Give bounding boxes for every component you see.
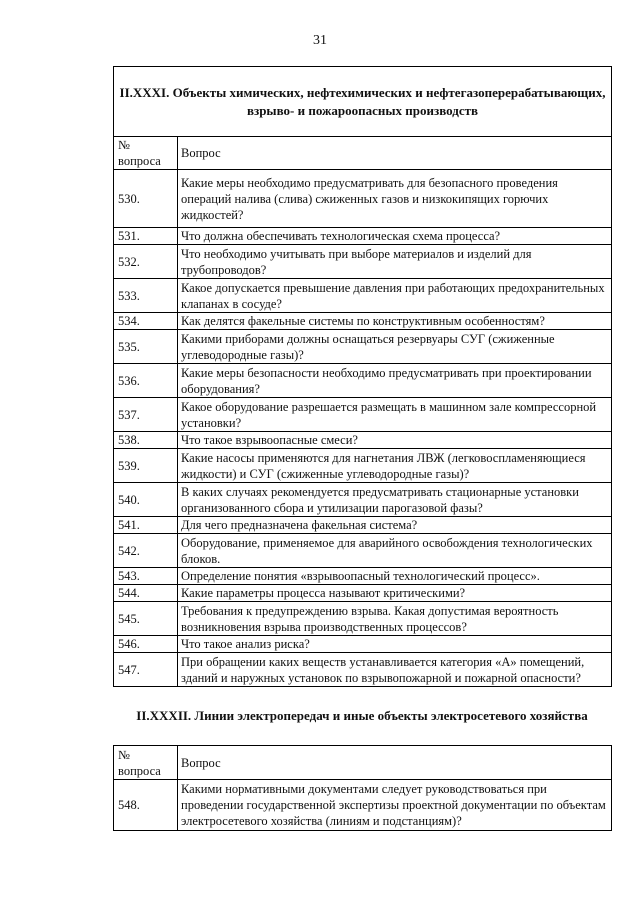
question-text: Оборудование, применяемое для аварийного освобождения технологических блоков. bbox=[178, 534, 612, 568]
question-text: Какое допускается превышение давления при работающих предохранительных клапанах в сосуде? bbox=[178, 279, 612, 313]
table-row bbox=[114, 245, 612, 279]
question-number: 541. bbox=[114, 517, 178, 534]
table-row bbox=[114, 364, 612, 398]
question-number: 543. bbox=[114, 568, 178, 585]
question-text: Что должна обеспечивать технологическая схема процесса? bbox=[178, 228, 612, 245]
table-row bbox=[114, 330, 612, 364]
table-row bbox=[114, 534, 612, 568]
question-text: Какие насосы применяются для нагнетания ЛВЖ (легковоспламеняющиеся жидкости) и СУГ (сжиженные углеводородные газы)? bbox=[178, 449, 612, 483]
question-number: 542. bbox=[114, 534, 178, 568]
question-text: Какими нормативными документами следует руководствоваться при проведении государственной экспертизы проектной документации по объектам электросетевого хозяйства (линиям и подстанциям)? bbox=[178, 780, 612, 831]
question-number: 532. bbox=[114, 245, 178, 279]
section-table-2-32 bbox=[113, 745, 612, 831]
question-text: Что такое взрывоопасные смеси? bbox=[178, 432, 612, 449]
table-row bbox=[114, 517, 612, 534]
table-row bbox=[114, 313, 612, 330]
section-title: II.XXXI. Объекты химических, нефтехимических и нефтегазоперерабатывающих, взрыво- и пожароопасных производств bbox=[114, 67, 612, 137]
table-row bbox=[114, 585, 612, 602]
question-text: Какое оборудование разрешается размещать в машинном зале компрессорной установки? bbox=[178, 398, 612, 432]
table-row bbox=[114, 568, 612, 585]
column-header-number: № вопроса bbox=[114, 137, 178, 170]
table-row bbox=[114, 636, 612, 653]
table-row bbox=[114, 398, 612, 432]
question-number: 540. bbox=[114, 483, 178, 517]
question-text: Какие параметры процесса называют критическими? bbox=[178, 585, 612, 602]
section-table-2-31 bbox=[113, 66, 612, 687]
question-number: 544. bbox=[114, 585, 178, 602]
section-title: II.XXXII. Линии электропередач и иные объекты электросетевого хозяйства bbox=[136, 708, 588, 723]
question-number: 548. bbox=[114, 780, 178, 831]
question-text: Для чего предназначена факельная система? bbox=[178, 517, 612, 534]
question-text: Какие меры безопасности необходимо предусматривать при проектировании оборудования? bbox=[178, 364, 612, 398]
table-row bbox=[114, 483, 612, 517]
column-header-number: № вопроса bbox=[114, 746, 178, 780]
table-row bbox=[114, 432, 612, 449]
table-row bbox=[114, 780, 612, 831]
page-number: 31 bbox=[313, 33, 327, 48]
table-row bbox=[114, 170, 612, 228]
question-text: Что такое анализ риска? bbox=[178, 636, 612, 653]
question-number: 531. bbox=[114, 228, 178, 245]
question-text: Какими приборами должны оснащаться резервуары СУГ (сжиженные углеводородные газы)? bbox=[178, 330, 612, 364]
question-number: 536. bbox=[114, 364, 178, 398]
question-number: 533. bbox=[114, 279, 178, 313]
question-number: 539. bbox=[114, 449, 178, 483]
table-row bbox=[114, 653, 612, 687]
question-text: Какие меры необходимо предусматривать для безопасного проведения операций налива (слива) сжиженных газов и низкокипящих горючих жидкостей? bbox=[178, 170, 612, 228]
question-number: 538. bbox=[114, 432, 178, 449]
table-row bbox=[114, 228, 612, 245]
table-row bbox=[114, 279, 612, 313]
question-number: 547. bbox=[114, 653, 178, 687]
column-header-question: Вопрос bbox=[178, 137, 612, 170]
question-text: При обращении каких веществ устанавливается категория «А» помещений, зданий и наружных установок по взрывопожарной и пожарной опасности? bbox=[178, 653, 612, 687]
question-text: Что необходимо учитывать при выборе материалов и изделий для трубопроводов? bbox=[178, 245, 612, 279]
question-number: 535. bbox=[114, 330, 178, 364]
question-number: 534. bbox=[114, 313, 178, 330]
column-header-question: Вопрос bbox=[178, 746, 612, 780]
question-text: В каких случаях рекомендуется предусматривать стационарные установки организованного сбора и утилизации парогазовой фазы? bbox=[178, 483, 612, 517]
table-row bbox=[114, 449, 612, 483]
question-text: Определение понятия «взрывоопасный технологический процесс». bbox=[178, 568, 612, 585]
question-number: 545. bbox=[114, 602, 178, 636]
question-number: 546. bbox=[114, 636, 178, 653]
table-row bbox=[114, 602, 612, 636]
question-number: 537. bbox=[114, 398, 178, 432]
question-text: Как делятся факельные системы по конструктивным особенностям? bbox=[178, 313, 612, 330]
question-text: Требования к предупреждению взрыва. Какая допустимая вероятность возникновения взрыва производственных процессов? bbox=[178, 602, 612, 636]
question-number: 530. bbox=[114, 170, 178, 228]
